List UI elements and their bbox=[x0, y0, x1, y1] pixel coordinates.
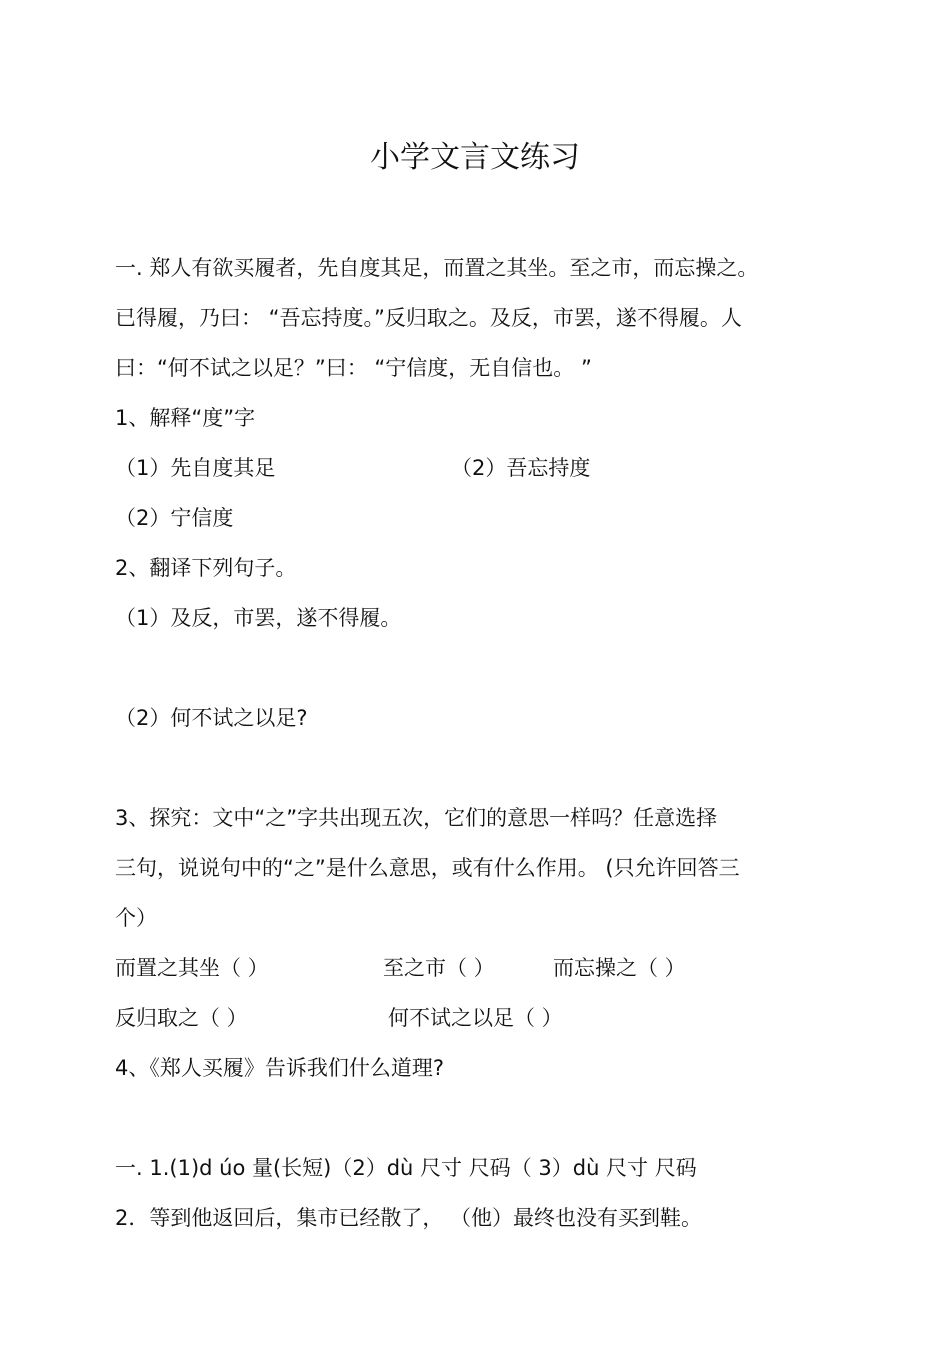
question-3-line-1: 3、探究：文中“之”字共出现五次，它们的意思一样吗？任意选择 bbox=[115, 806, 718, 830]
question-3-blank-1: 而置之其坐（ ） bbox=[115, 956, 269, 980]
question-1-item-3: （2）宁信度 bbox=[115, 506, 234, 530]
question-1-item-1: （1）先自度其足 bbox=[115, 456, 276, 480]
question-3-blank-5: 何不试之以足（ ） bbox=[388, 1006, 563, 1030]
question-3-line-3: 个） bbox=[115, 906, 157, 930]
answer-line-2: 2．等到他返回后，集市已经散了， （他）最终也没有买到鞋。 bbox=[115, 1206, 703, 1230]
passage-line-3: 曰：“何不试之以足？”曰： “宁信度，无自信也。 ” bbox=[115, 356, 592, 380]
answer-line-1: 一. 1.(1)d úo 量(长短)（2）dù 尺寸 尺码（ 3）dù 尺寸 尺码 bbox=[115, 1156, 697, 1180]
question-2-heading: 2、翻译下列句子。 bbox=[115, 556, 297, 580]
question-1-heading: 1、解释“度”字 bbox=[115, 406, 256, 430]
question-1-row-1 bbox=[115, 453, 835, 483]
question-3-blank-2: 至之市（ ） bbox=[383, 956, 495, 980]
question-3-blank-row-2 bbox=[115, 1003, 835, 1033]
question-2-item-2: （2）何不试之以足? bbox=[115, 706, 308, 730]
passage-line-1: 一. 郑人有欲买履者，先自度其足，而置之其坐。至之市，而忘操之。 bbox=[115, 256, 759, 280]
question-3-blank-row-1 bbox=[115, 953, 835, 983]
question-3-line-2: 三句，说说句中的“之”是什么意思，或有什么作用。 (只允许回答三 bbox=[115, 856, 740, 880]
question-2-item-1: （1）及反，市罢，遂不得履。 bbox=[115, 606, 402, 630]
page-title: 小学文言文练习 bbox=[370, 140, 580, 175]
question-4-heading: 4、《郑人买履》告诉我们什么道理? bbox=[115, 1056, 445, 1080]
passage-line-2: 已得履，乃曰： “吾忘持度。”反归取之。及反，市罢，遂不得履。人 bbox=[115, 306, 742, 330]
question-3-blank-3: 而忘操之（ ） bbox=[553, 956, 686, 980]
question-1-item-2: （2）吾忘持度 bbox=[451, 456, 591, 480]
question-3-blank-4: 反归取之（ ） bbox=[115, 1006, 248, 1030]
